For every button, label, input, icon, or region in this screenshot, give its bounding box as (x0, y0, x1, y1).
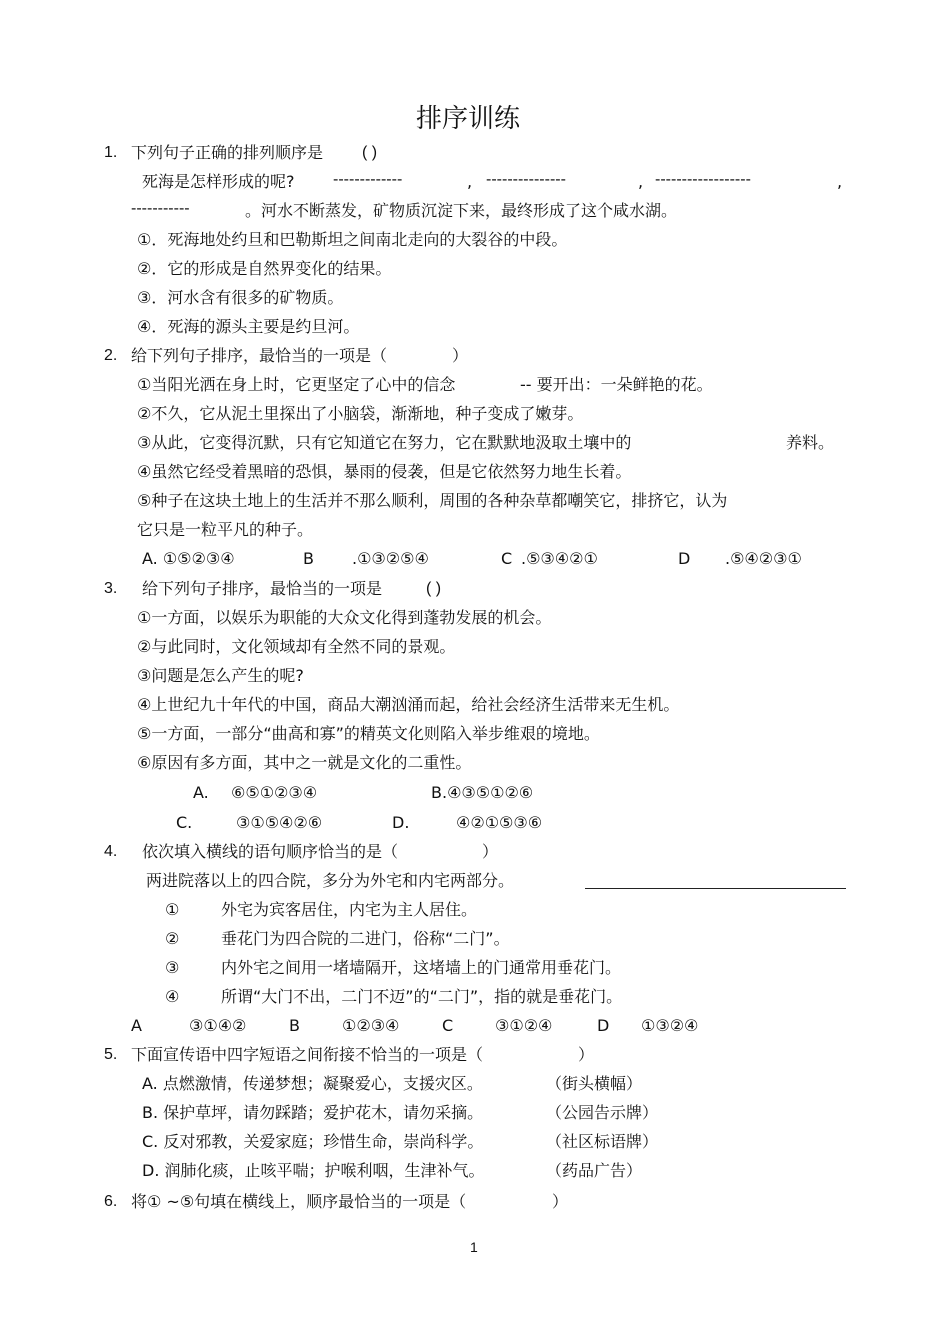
passage-text: 。河水不断蒸发，矿物质沉淀下来，最终形成了这个咸水湖。 (245, 201, 678, 220)
list-item: ③问题是怎么产生的呢? (137, 666, 304, 685)
list-item: -- 要开出：一朵鲜艳的花。 (520, 375, 713, 394)
option-b-note: （公园告示牌） (546, 1103, 659, 1122)
answer-paren: ( ) (362, 144, 378, 161)
blank-dashes: --------------- (486, 171, 566, 188)
list-item: 养料。 (786, 433, 835, 452)
blank-dashes: ------------------ (655, 171, 751, 188)
option-c-note: （社区标语牌） (546, 1132, 659, 1151)
option-c: ③①⑤④②⑥ (236, 813, 323, 832)
list-item: ③．河水含有很多的矿物质。 (137, 288, 344, 307)
question-number: 4. (104, 843, 118, 860)
list-item: ①当阳光洒在身上时，它更坚定了心中的信念 (137, 375, 456, 394)
option-d-label: D (597, 1016, 610, 1035)
list-item: ①一方面，以娱乐为职能的大众文化得到蓬勃发展的机会。 (137, 608, 552, 627)
list-item: ④上世纪九十年代的中国，商品大潮汹涌而起，给社会经济生活带来无生机。 (137, 695, 680, 714)
option-d: ①③②④ (641, 1016, 699, 1035)
list-item: ②与此同时，文化领域却有全然不同的景观。 (137, 637, 456, 656)
answer-paren: ( ) (426, 580, 442, 597)
list-item: 它只是一粒平凡的种子。 (137, 520, 314, 539)
option-d: .⑤④②③① (725, 549, 802, 568)
list-item: ⑤种子在这块土地上的生活并不那么顺利，周围的各种杂草都嘲笑它，排挤它，认为 (137, 491, 728, 510)
answer-paren-end: ） (452, 346, 469, 365)
option-c: C. 反对邪教，关爱家庭；珍惜生命，崇尚科学。 (142, 1132, 484, 1151)
option-b: B. 保护草坪，请勿踩踏；爱护花木，请勿采摘。 (142, 1103, 484, 1122)
list-item: ④．死海的源头主要是约旦河。 (137, 317, 360, 336)
option-b: .①③②⑤④ (352, 549, 429, 568)
page-number: 1 (470, 1239, 478, 1255)
list-item: ①．死海地处约旦和巴勒斯坦之间南北走向的大裂谷的中段。 (137, 230, 568, 249)
question-stem: 将① ~⑤句填在横线上，顺序最恰当的一项是（ (131, 1192, 467, 1211)
list-item: 外宅为宾客居住，内宅为主人居住。 (221, 900, 478, 919)
option-d-label: D (678, 549, 691, 568)
comma: , (837, 172, 843, 191)
option-b: ①②③④ (342, 1016, 400, 1035)
option-a: ③①④② (189, 1016, 247, 1035)
page-title: 排序训练 (416, 104, 521, 134)
blank-dashes: ----------- (131, 200, 190, 217)
answer-paren-end: ） (578, 1045, 595, 1064)
question-stem: 下列句子正确的排列顺序是 (131, 143, 324, 162)
list-item: ③从此，它变得沉默，只有它知道它在努力，它在默默地汲取土壤中的 (137, 433, 632, 452)
option-b-label: B (303, 549, 314, 568)
option-a-label: A (131, 1016, 142, 1035)
option-c-label: C (442, 1016, 454, 1035)
comma: , (638, 172, 644, 191)
item-mark: ③ (165, 958, 180, 977)
answer-paren-end: ） (482, 842, 499, 861)
answer-blank-line (585, 888, 846, 889)
list-item: ②不久，它从泥土里探出了小脑袋，渐渐地，种子变成了嫩芽。 (137, 404, 584, 423)
option-d: D. 润肺化痰，止咳平喘；护喉利咽，生津补气。 (142, 1161, 485, 1180)
list-item: 垂花门为四合院的二进门，俗称“二门”。 (221, 929, 510, 948)
option-b-label: B (289, 1016, 300, 1035)
option-d: ④②①⑤③⑥ (456, 813, 543, 832)
list-item: 内外宅之间用一堵墙隔开，这堵墙上的门通常用垂花门。 (221, 958, 622, 977)
comma: , (467, 172, 473, 191)
option-c-label: C. (176, 813, 193, 832)
question-number: 6. (104, 1193, 118, 1210)
item-mark: ④ (165, 987, 180, 1006)
list-item: ②．它的形成是自然界变化的结果。 (137, 259, 392, 278)
question-number: 1. (104, 144, 118, 161)
question-stem: 给下列句子排序，最恰当的一项是（ (131, 346, 388, 365)
option-a: A. ①⑤②③④ (142, 549, 235, 568)
option-a-note: （街头横幅） (546, 1074, 643, 1093)
option-d-label: D. (392, 813, 410, 832)
option-c: ③①②④ (495, 1016, 553, 1035)
question-stem: 给下列句子排序，最恰当的一项是 (142, 579, 383, 598)
item-mark: ① (165, 900, 180, 919)
list-item: ④虽然它经受着黑暗的恐惧，暴雨的侵袭，但是它依然努力地生长着。 (137, 462, 632, 481)
list-item: 所谓“大门不出，二门不迈”的“二门”，指的就是垂花门。 (221, 987, 623, 1006)
answer-paren-end: ） (552, 1192, 569, 1211)
list-item: ⑥原因有多方面，其中之一就是文化的二重性。 (137, 753, 472, 772)
option-c-label: C (501, 549, 513, 568)
list-item: ⑤一方面，一部分“曲高和寡”的精英文化则陷入举步维艰的境地。 (137, 724, 600, 743)
question-number: 3. (104, 580, 118, 597)
option-c: .⑤③④②① (521, 549, 598, 568)
option-d-note: （药品广告） (546, 1161, 643, 1180)
option-a: A. 点燃激情，传递梦想；凝聚爱心，支援灾区。 (142, 1074, 483, 1093)
blank-dashes: ------------- (333, 171, 403, 188)
question-number: 2. (104, 347, 118, 364)
item-mark: ② (165, 929, 180, 948)
question-stem: 依次填入横线的语句顺序恰当的是（ (142, 842, 399, 861)
passage-text: 死海是怎样形成的呢? (142, 172, 295, 191)
option-a-label: A. (193, 783, 209, 802)
option-a: ⑥⑤①②③④ (231, 783, 318, 802)
question-stem: 下面宣传语中四字短语之间衔接不恰当的一项是（ (131, 1045, 484, 1064)
option-b: B.④③⑤①②⑥ (431, 783, 534, 802)
question-number: 5. (104, 1046, 118, 1063)
passage-text: 两进院落以上的四合院，多分为外宅和内宅两部分。 (146, 871, 515, 890)
